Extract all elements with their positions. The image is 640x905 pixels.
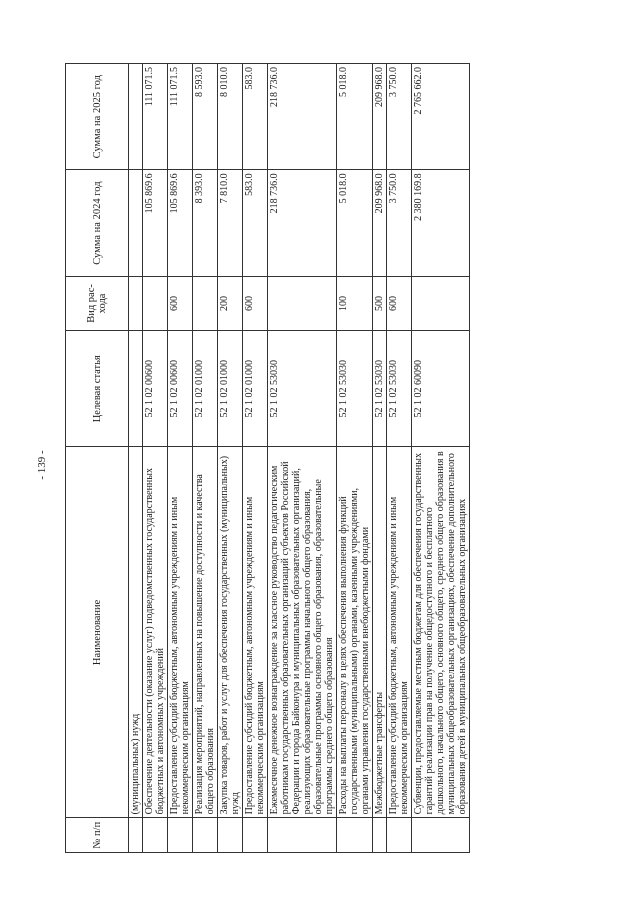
cell-sum-2024: 583.0 xyxy=(243,170,268,276)
cell-sum-2025 xyxy=(129,64,143,170)
table-row xyxy=(168,64,193,853)
cell-type: 500 xyxy=(373,276,387,330)
cell-code xyxy=(129,331,143,447)
cell-sum-2024: 105 869.6 xyxy=(168,170,193,276)
cell-type xyxy=(412,276,470,330)
cell-num xyxy=(387,818,412,853)
cell-sum-2024: 209 968.0 xyxy=(373,170,387,276)
cell-sum-2024: 7 810.0 xyxy=(218,170,243,276)
cell-name: Субвенции, предоставляемые местным бюджетам для обеспечения государственных гарантий реализации прав на получение общедоступного и бесплатного дошкольного, начального общего, основного общего, среднего общего образования в муниципальных общеобразовательных организациях, обеспечение дополнительного образования детей в муниципальных общеобразовательных организациях xyxy=(412,447,470,818)
page-number: - 139 - xyxy=(36,450,48,480)
cell-code: 52 1 02 53030 xyxy=(268,331,337,447)
table-row xyxy=(218,64,243,853)
header-code: Целевая статья xyxy=(66,331,129,447)
header-sum-2024: Сумма на 2024 год xyxy=(66,170,129,276)
table-row xyxy=(129,64,143,853)
cell-sum-2025: 209 968.0 xyxy=(373,64,387,170)
cell-sum-2025: 3 750.0 xyxy=(387,64,412,170)
header-num: № п/п xyxy=(66,818,129,853)
cell-sum-2025: 8 010.0 xyxy=(218,64,243,170)
cell-sum-2024: 5 018.0 xyxy=(337,170,373,276)
cell-type xyxy=(129,276,143,330)
cell-sum-2025: 2 765 662.0 xyxy=(412,64,470,170)
table-body xyxy=(129,64,470,853)
cell-name: Закупка товаров, работ и услуг для обеспечения государственных (муниципальных) нужд xyxy=(218,447,243,818)
cell-name: Ежемесячное денежное вознаграждение за классное руководство педагогическим работникам государственных образовательных организаций субъектов Российской Федерации и города Байконура и муниципальных образовательных организаций, реализующих образовательные программы начального общего образования, образовательные программы основного общего образования, образовательные программы среднего общего образования xyxy=(268,447,337,818)
table-row xyxy=(193,64,218,853)
cell-num xyxy=(168,818,193,853)
cell-code: 52 1 02 00600 xyxy=(143,331,168,447)
cell-type xyxy=(143,276,168,330)
cell-sum-2024: 218 736.0 xyxy=(268,170,337,276)
cell-name: Расходы на выплаты персоналу в целях обеспечения выполнения функций государственными (муниципальными) органами, казенными учреждениями, органами управления государственными внебюджетными фондами xyxy=(337,447,373,818)
cell-num xyxy=(129,818,143,853)
cell-type: 600 xyxy=(387,276,412,330)
cell-name: Предоставление субсидий бюджетным, автономным учреждениям и иным некоммерческим организациям xyxy=(387,447,412,818)
cell-num xyxy=(218,818,243,853)
table-header-row xyxy=(66,64,129,853)
table-row xyxy=(373,64,387,853)
table-row xyxy=(387,64,412,853)
table-row xyxy=(412,64,470,853)
cell-name: Реализация мероприятий, направленных на повышение доступности и качества общего образования xyxy=(193,447,218,818)
cell-name: Предоставление субсидий бюджетным, автономным учреждениям и иным некоммерческим организациям xyxy=(168,447,193,818)
cell-num xyxy=(143,818,168,853)
table-row xyxy=(337,64,373,853)
cell-sum-2024: 3 750.0 xyxy=(387,170,412,276)
cell-code: 52 1 02 01000 xyxy=(193,331,218,447)
cell-sum-2025: 111 071.5 xyxy=(168,64,193,170)
cell-type: 600 xyxy=(243,276,268,330)
header-name: Наименование xyxy=(66,447,129,818)
cell-sum-2024 xyxy=(129,170,143,276)
table-row xyxy=(243,64,268,853)
cell-name: Межбюджетные трансферты xyxy=(373,447,387,818)
cell-sum-2024: 105 869.6 xyxy=(143,170,168,276)
cell-code: 52 1 02 53030 xyxy=(337,331,373,447)
cell-sum-2025: 111 071.5 xyxy=(143,64,168,170)
cell-num xyxy=(268,818,337,853)
cell-type: 100 xyxy=(337,276,373,330)
cell-type: 600 xyxy=(168,276,193,330)
cell-name: (муниципальных) нужд xyxy=(129,447,143,818)
cell-code: 52 1 02 01000 xyxy=(243,331,268,447)
budget-table xyxy=(65,63,470,853)
header-type: Вид рас-хода xyxy=(66,276,129,330)
cell-num xyxy=(373,818,387,853)
budget-table-sheet xyxy=(65,63,545,853)
cell-num xyxy=(412,818,470,853)
cell-sum-2024: 8 393.0 xyxy=(193,170,218,276)
cell-name: Предоставление субсидий бюджетным, автономным учреждениям и иным некоммерческим организациям xyxy=(243,447,268,818)
cell-code: 52 1 02 60090 xyxy=(412,331,470,447)
cell-sum-2025: 8 593.0 xyxy=(193,64,218,170)
cell-name: Обеспечение деятельности (оказание услуг) подведомственных государственных бюджетных и автономных учреждений xyxy=(143,447,168,818)
header-sum-2025: Сумма на 2025 год xyxy=(66,64,129,170)
cell-type: 200 xyxy=(218,276,243,330)
cell-code: 52 1 02 53030 xyxy=(387,331,412,447)
cell-num xyxy=(243,818,268,853)
cell-num xyxy=(193,818,218,853)
table-row xyxy=(143,64,168,853)
cell-code: 52 1 02 00600 xyxy=(168,331,193,447)
cell-code: 52 1 02 53030 xyxy=(373,331,387,447)
cell-code: 52 1 02 01000 xyxy=(218,331,243,447)
cell-type xyxy=(268,276,337,330)
cell-sum-2025: 583.0 xyxy=(243,64,268,170)
cell-type xyxy=(193,276,218,330)
cell-sum-2025: 218 736.0 xyxy=(268,64,337,170)
cell-sum-2025: 5 018.0 xyxy=(337,64,373,170)
cell-num xyxy=(337,818,373,853)
cell-sum-2024: 2 380 169.8 xyxy=(412,170,470,276)
table-row xyxy=(268,64,337,853)
